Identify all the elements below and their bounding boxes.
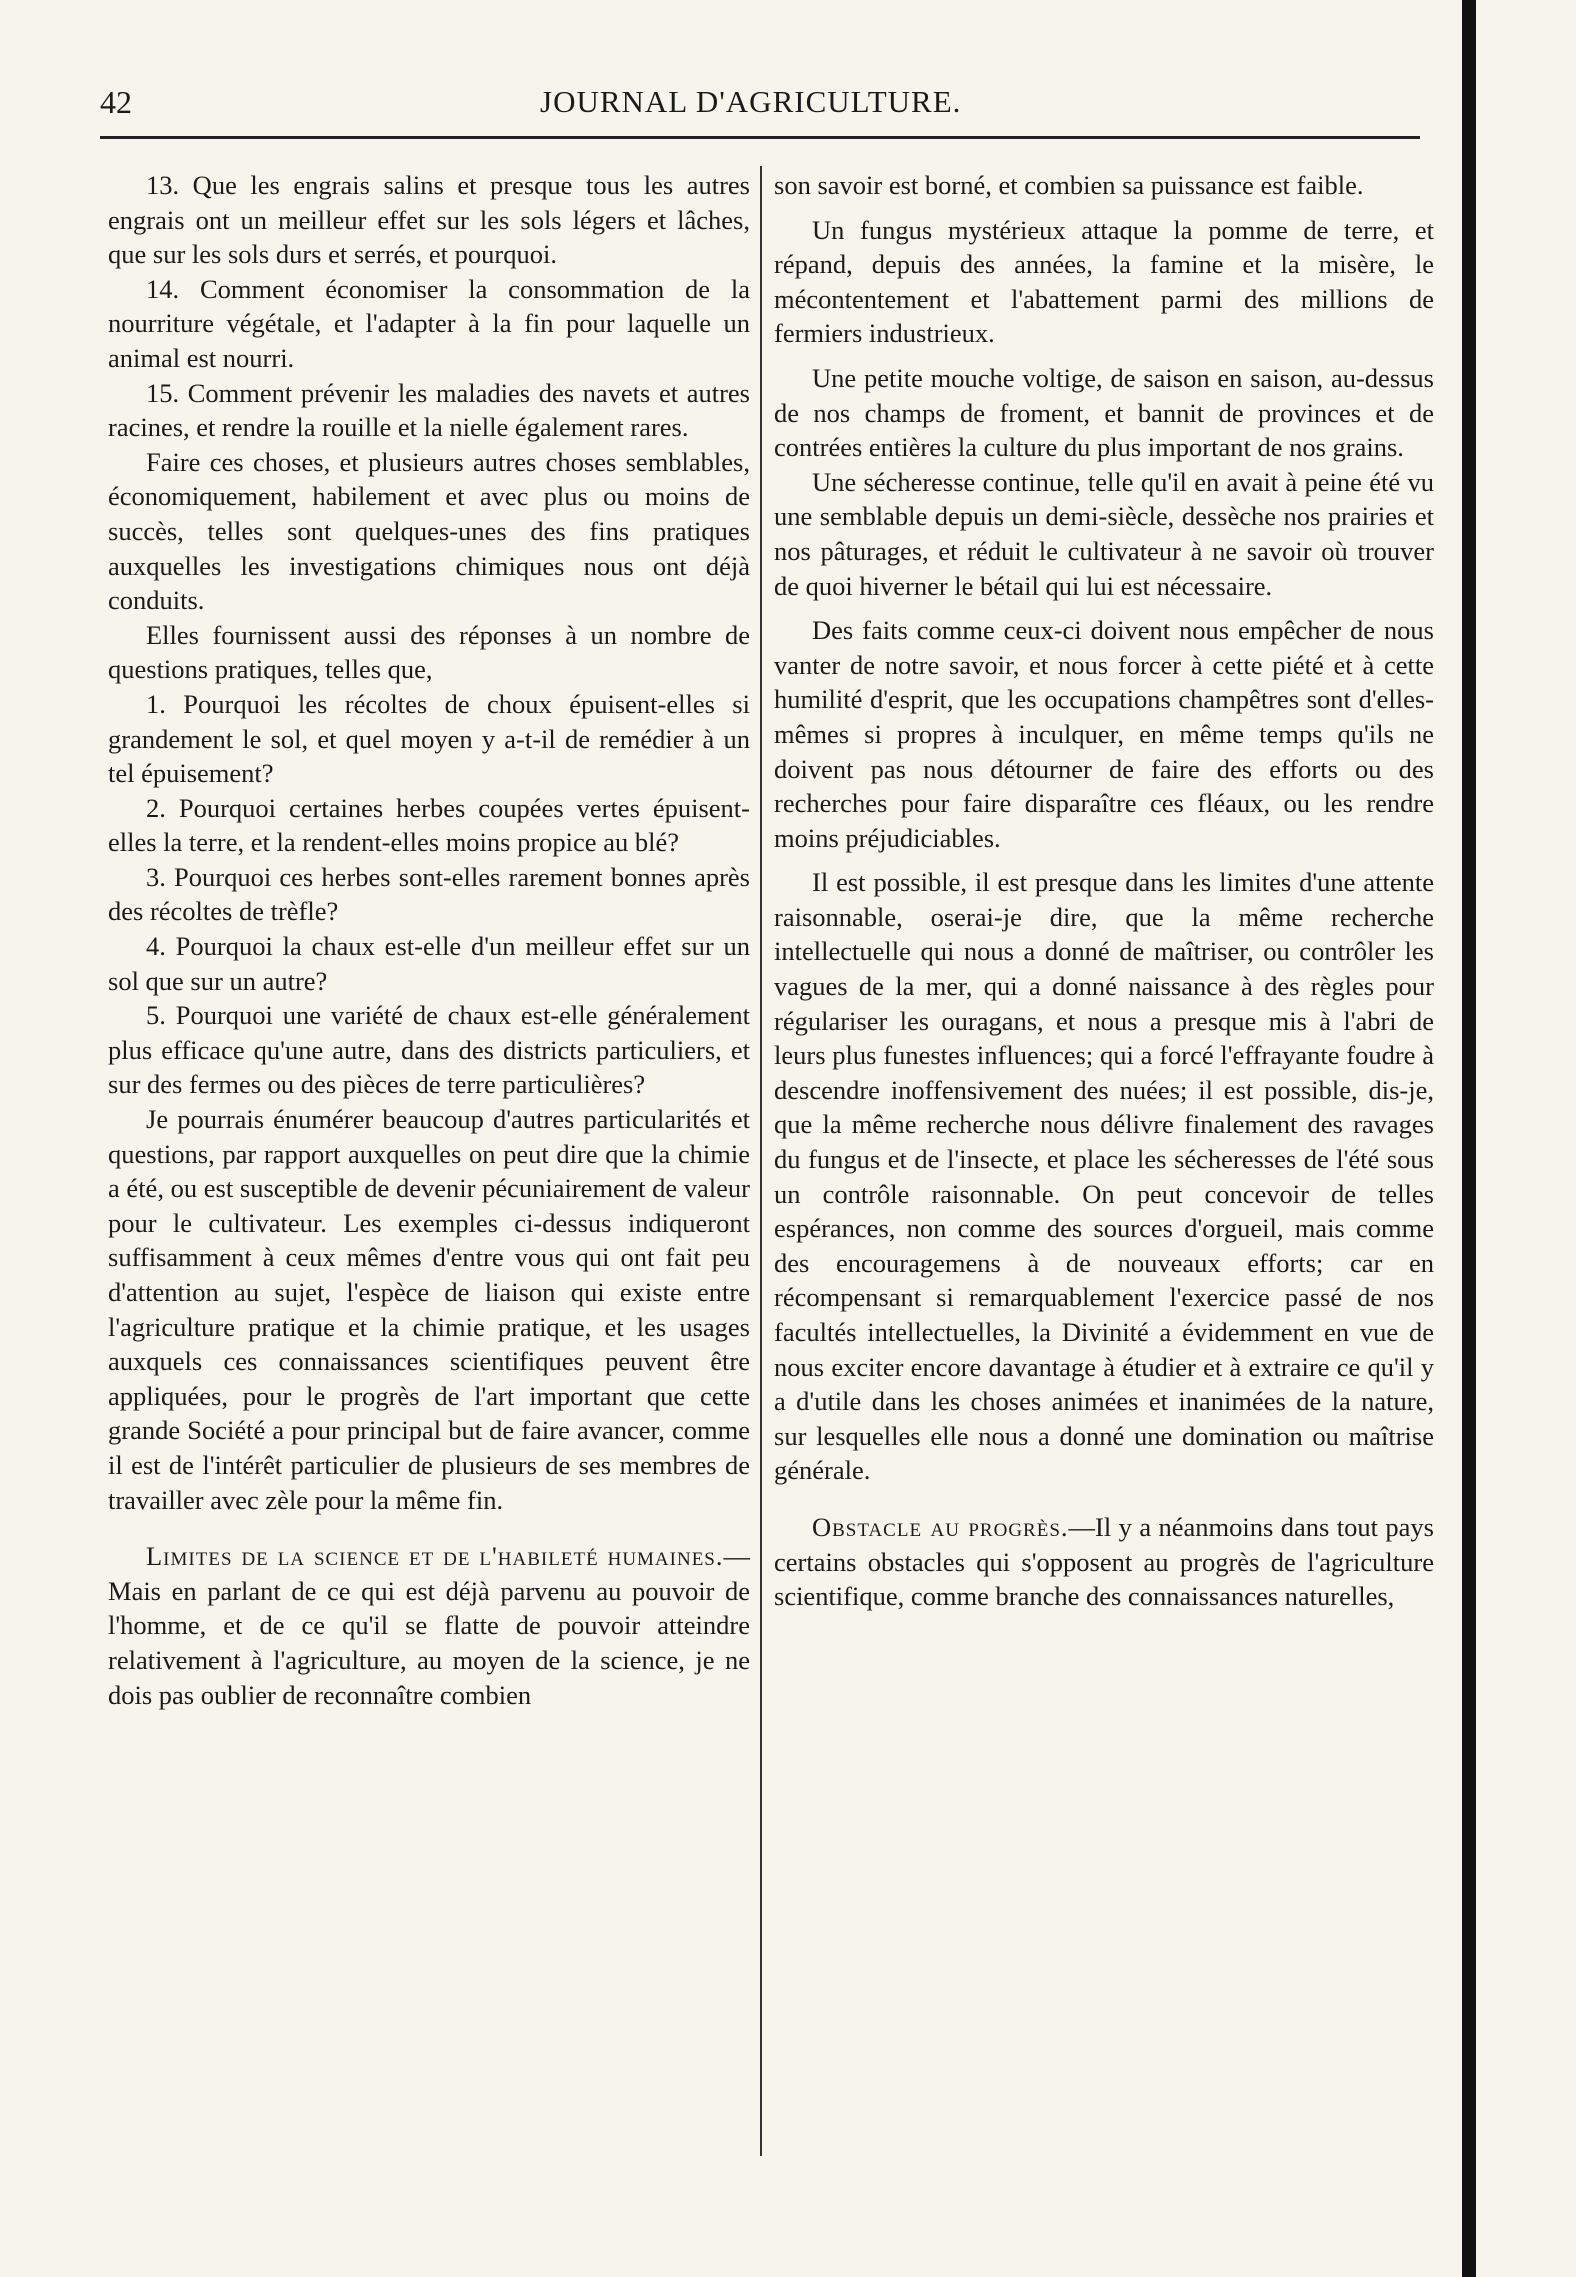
paragraph: Je pourrais énumérer beaucoup d'autres particularités et questions, par rapport auxquelles on peut dire que la chimie a été, ou est susceptible de devenir pécuniairement de valeur pour le cultivateur. Les exemples ci-dessus indiqueront suffisamment à ceux mêmes d'entre vous qui ont fait peu d'attention au sujet, l'espèce de liaison qui existe entre l'agriculture pratique et la chimie pratique, et les usages auxquels ces connaissances scientifiques peuvent être appliquées, pour le progrès de l'art important que cette grande Société a pour principal but de faire avancer, comme il est de l'intérêt particulier de plusieurs de ses membres de travailler avec zèle pour la même fin. xyxy=(108,1104,750,1515)
paragraph: Il est possible, il est presque dans les limites d'une attente raisonnable, oserai-je dire, que la même recherche intellectuelle qui nous a donné de maîtriser, ou contrôler les vagues de la mer, qui a donné naissance à des règles pour régulariser les ouragans, et nous a presque mis à l'abri de leurs plus funestes influences; qui a forcé l'effrayante foudre à descendre inoffensivement des nuées; il est possible, dis-je, que la même recherche nous délivre finalement des ravages du fungus et de l'insecte, et place les sécheresses de l'été sous un contrôle raisonnable. On peut concevoir de telles espérances, non comme des sources d'orgueil, mais comme des encouragemens à de nouveaux efforts; car en récompensant si remarquablement l'exercice passé de nos facultés intellectuelles, la Divinité a évidemment en vue de nous exciter encore davantage à étudier et à extraire ce qu'il y a d'utile dans les choses animées et inanimées de la nature, sur lesquelles elle nous a donné une domination ou maîtrise générale. xyxy=(774,867,1434,1486)
section-paragraph xyxy=(108,1539,750,1712)
paragraph: Faire ces choses, et plusieurs autres choses semblables, économiquement, habilement et avec plus ou moins de succès, telles sont quelques-unes des fins pratiques auxquelles les investigations chimiques nous ont déjà conduits. xyxy=(108,446,750,616)
paragraph: Une sécheresse continue, telle qu'il en avait à peine été vu une semblable depuis un demi-siècle, dessèche nos prairies et nos pâturages, et réduit le cultivateur à ne savoir où trouver de quoi hiverner le bétail qui lui est nécessaire. xyxy=(774,466,1434,601)
paragraph: son savoir est borné, et combien sa puissance est faible. xyxy=(774,170,1364,200)
paragraph: 5. Pourquoi une variété de chaux est-elle généralement plus efficace qu'une autre, dans des districts particuliers, et sur des fermes ou des pièces de terre particulières? xyxy=(108,1000,750,1100)
running-title: JOURNAL D'AGRICULTURE. xyxy=(540,84,962,119)
header-rule xyxy=(100,136,1420,139)
binding-edge xyxy=(1462,0,1476,2277)
paragraph: 2. Pourquoi certaines herbes coupées vertes épuisent-elles la terre, et la rendent-elles moins propice au blé? xyxy=(108,792,750,858)
column-divider xyxy=(760,166,762,2156)
section-body: —Il y a néanmoins dans tout pays certains obstacles qui s'opposent au progrès de l'agriculture scientifique, comme branche des connaissances naturelles, xyxy=(774,1511,1434,1612)
paragraph: Un fungus mystérieux attaque la pomme de terre, et répand, depuis des années, la famine et la misère, le mécontentement et l'abattement parmi des millions de fermiers industrieux. xyxy=(774,214,1434,349)
right-column xyxy=(774,168,1434,1614)
section-heading: Limites de la science et de l'habileté humaines. xyxy=(146,1541,724,1572)
paragraph: 4. Pourquoi la chaux est-elle d'un meilleur effet sur un sol que sur un autre? xyxy=(108,931,750,996)
paragraph: Elles fournissent aussi des réponses à un nombre de questions pratiques, telles que, xyxy=(108,619,750,685)
paragraph: 1. Pourquoi les récoltes de choux épuisent-elles si grandement le sol, et quel moyen y a-t-il de remédier à un tel épuisement? xyxy=(108,688,750,789)
section-paragraph xyxy=(774,1510,1434,1614)
paragraph: Des faits comme ceux-ci doivent nous empêcher de nous vanter de notre savoir, et nous forcer à cette piété et à cette humilité d'esprit, que les occupations champêtres sont d'elles-mêmes si propres à inculquer, en même temps qu'ils ne doivent pas nous détourner de faire des efforts ou des recherches pour faire disparaître ces fléaux, ou les rendre moins préjudiciables. xyxy=(774,615,1434,853)
paragraph: 14. Comment économiser la consommation de la nourriture végétale, et l'adapter à la fin pour laquelle un animal est nourri. xyxy=(108,273,750,373)
section-body: —Mais en parlant de ce qui est déjà parvenu au pouvoir de l'homme, et de ce qu'il se flatte de pouvoir atteindre relativement à l'agriculture, au moyen de la science, je ne dois pas oublier de reconnaître combien xyxy=(108,1541,750,1710)
left-column xyxy=(108,168,750,1712)
paragraph: 13. Que les engrais salins et presque tous les autres engrais ont un meilleur effet sur les sols légers et lâches, que sur les sols durs et serrés, et pourquoi. xyxy=(108,170,750,270)
paragraph: 15. Comment prévenir les maladies des navets et autres racines, et rendre la rouille et la nielle également rares. xyxy=(108,377,750,443)
page-header xyxy=(100,84,1420,124)
page-number: 42 xyxy=(100,84,132,120)
paragraph: 3. Pourquoi ces herbes sont-elles rarement bonnes après des récoltes de trèfle? xyxy=(108,861,750,927)
section-heading: Obstacle au progrès. xyxy=(812,1511,1069,1542)
paragraph: Une petite mouche voltige, de saison en saison, au-dessus de nos champs de froment, et bannit de provinces et de contrées entières la culture du plus important de nos grains. xyxy=(774,362,1434,463)
